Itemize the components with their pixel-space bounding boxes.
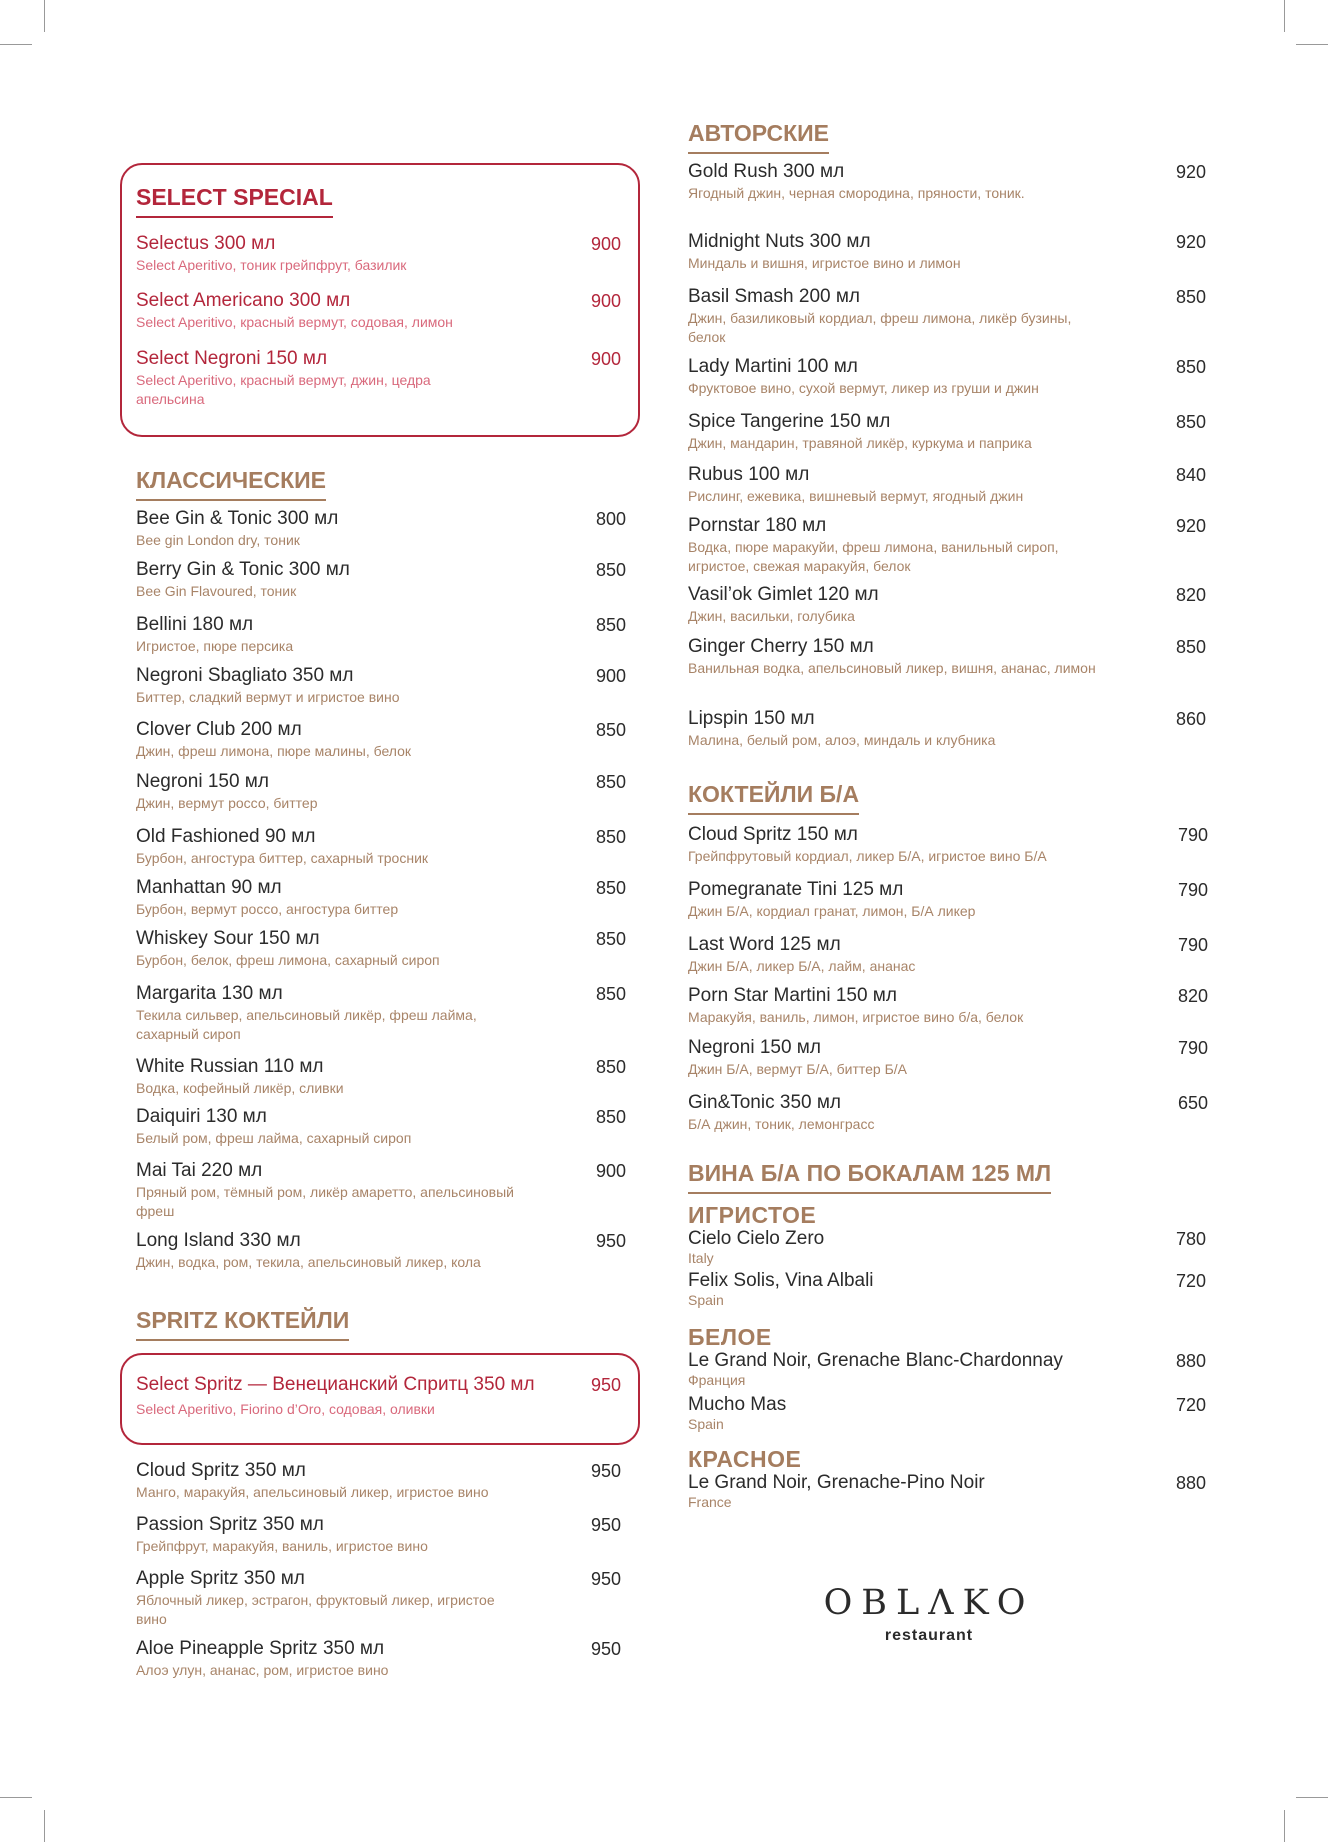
wine-item <box>688 1472 1218 1512</box>
item-price: 850 <box>596 984 627 1004</box>
item-price: 820 <box>1176 585 1207 605</box>
item-price: 950 <box>591 1461 622 1481</box>
item-desc: Джин, водка, ром, текила, апельсиновый ликер, кола <box>136 1254 481 1270</box>
wine-name: Le Grand Noir, Grenache Blanc-Chardonnay <box>688 1350 1063 1371</box>
item-desc: Ягодный джин, черная смородина, пряности, тоник. <box>688 185 1025 201</box>
menu-item <box>688 636 1216 678</box>
item-price: 950 <box>591 1569 622 1589</box>
item-desc: Джин Б/А, ликер Б/А, лайм, ананас <box>688 958 916 974</box>
item-price: 900 <box>591 349 622 369</box>
item-price: 850 <box>596 929 627 949</box>
author-title: АВТОРСКИЕ <box>688 120 829 154</box>
menu-item-featured <box>136 1374 624 1419</box>
menu-item <box>136 1056 636 1098</box>
crop-mark <box>44 1810 45 1842</box>
menu-item <box>136 719 636 761</box>
item-name: Passion Spritz 350 мл <box>136 1514 324 1535</box>
item-name: Ginger Cherry 150 мл <box>688 636 874 657</box>
crop-mark <box>44 0 45 32</box>
item-desc: Водка, кофейный ликёр, сливки <box>136 1080 344 1096</box>
item-price: 900 <box>596 1161 627 1181</box>
wine-price: 880 <box>1176 1351 1207 1371</box>
item-price: 950 <box>596 1231 627 1251</box>
item-name: Spice Tangerine 150 мл <box>688 411 891 432</box>
crop-mark <box>1284 1810 1285 1842</box>
item-desc: Джин Б/А, кордиал гранат, лимон, Б/А ликер <box>688 903 976 919</box>
select-special-title: SELECT SPECIAL <box>136 184 333 218</box>
item-desc: Текила сильвер, апельсиновый ликёр, фреш лайма, сахарный сироп <box>136 1007 477 1042</box>
item-name: White Russian 110 мл <box>136 1056 324 1077</box>
menu-item <box>688 985 1218 1027</box>
item-price: 850 <box>596 1107 627 1127</box>
item-name: Bellini 180 мл <box>136 614 254 635</box>
item-name: Midnight Nuts 300 мл <box>688 231 871 252</box>
crop-mark <box>1296 44 1328 45</box>
item-price: 850 <box>596 1057 627 1077</box>
wine-name: Felix Solis, Vina Albali <box>688 1270 874 1291</box>
wine-group-title: ИГРИСТОЕ <box>688 1202 817 1228</box>
wine-item <box>688 1270 1218 1310</box>
item-price: 860 <box>1176 709 1207 729</box>
menu-item <box>136 290 624 332</box>
item-price: 850 <box>596 615 627 635</box>
item-name: Daiquiri 130 мл <box>136 1106 267 1127</box>
item-name: Margarita 130 мл <box>136 983 283 1004</box>
item-price: 900 <box>591 234 622 254</box>
item-price: 920 <box>1176 516 1207 536</box>
item-name: Pornstar 180 мл <box>688 515 827 536</box>
menu-item <box>688 879 1218 921</box>
item-name: Negroni Sbagliato 350 мл <box>136 665 354 686</box>
item-desc: Джин, фреш лимона, пюре малины, белок <box>136 743 412 759</box>
item-name: Lady Martini 100 мл <box>688 356 858 377</box>
item-price: 840 <box>1176 465 1207 485</box>
item-desc: Миндаль и вишня, игристое вино и лимон <box>688 255 961 271</box>
item-name: Old Fashioned 90 мл <box>136 826 316 847</box>
menu-item <box>136 559 636 601</box>
item-desc: Джин, мандарин, травяной ликёр, куркума и паприка <box>688 435 1032 451</box>
crop-mark <box>0 1797 32 1798</box>
item-desc: Грейпфрут, маракуйя, ваниль, игристое вино <box>136 1538 428 1554</box>
item-desc: Ванильная водка, апельсиновый ликер, вишня, ананас, лимон <box>688 660 1096 676</box>
item-name: Cloud Spritz 350 мл <box>136 1460 306 1481</box>
item-desc: Бурбон, белок, фреш лимона, сахарный сироп <box>136 952 440 968</box>
item-desc: Джин Б/А, вермут Б/А, биттер Б/А <box>688 1061 907 1077</box>
item-desc: Фруктовое вино, сухой вермут, ликер из груши и джин <box>688 380 1039 396</box>
wine-origin: Spain <box>688 1416 724 1432</box>
wine-item <box>688 1228 1218 1268</box>
item-price: 850 <box>596 720 627 740</box>
item-price: 920 <box>1176 232 1207 252</box>
crop-mark <box>0 44 32 45</box>
item-price: 900 <box>591 291 622 311</box>
menu-item <box>136 1514 631 1556</box>
item-desc: Джин, базиликовый кордиал, фреш лимона, ликёр бузины, белок <box>688 310 1072 345</box>
item-desc: Select Aperitivo, красный вермут, содовая, лимон <box>136 314 453 330</box>
item-desc: Белый ром, фреш лайма, сахарный сироп <box>136 1130 412 1146</box>
wine-origin: Spain <box>688 1292 724 1308</box>
item-price: 820 <box>1178 986 1209 1006</box>
item-name: Rubus 100 мл <box>688 464 810 485</box>
item-price: 800 <box>596 509 627 529</box>
item-desc: Яблочный ликер, эстрагон, фруктовый ликер, игристое вино <box>136 1592 495 1627</box>
item-desc: Джин, вермут россо, биттер <box>136 795 318 811</box>
menu-item <box>136 1638 631 1680</box>
item-name: Basil Smash 200 мл <box>688 286 861 307</box>
wine-price: 780 <box>1176 1229 1207 1249</box>
wine-origin: Italy <box>688 1250 714 1266</box>
na-wines-title: ВИНА Б/А ПО БОКАЛАМ 125 МЛ <box>688 1160 1051 1194</box>
item-price: 850 <box>596 878 627 898</box>
wine-item <box>688 1394 1218 1434</box>
menu-item <box>136 665 636 707</box>
item-price: 790 <box>1178 825 1209 845</box>
menu-item <box>136 1568 631 1629</box>
item-desc: Bee gin London dry, тоник <box>136 532 300 548</box>
menu-item <box>136 771 636 813</box>
item-desc: Манго, маракуйя, апельсиновый ликер, игристое вино <box>136 1484 489 1500</box>
menu-item <box>688 708 1216 750</box>
menu-item <box>136 233 624 275</box>
wine-origin: Франция <box>688 1372 746 1388</box>
menu-item <box>688 515 1216 576</box>
item-price: 900 <box>596 666 627 686</box>
wine-group-title: КРАСНОЕ <box>688 1446 802 1472</box>
item-price: 850 <box>596 827 627 847</box>
item-price: 790 <box>1178 880 1209 900</box>
item-name: Select Americano 300 мл <box>136 290 351 311</box>
wine-name: Cielo Cielo Zero <box>688 1228 825 1249</box>
menu-item <box>688 584 1216 626</box>
wine-item <box>688 1350 1218 1390</box>
wine-group-title: БЕЛОЕ <box>688 1324 772 1350</box>
menu-item <box>136 1460 631 1502</box>
item-price: 850 <box>1176 412 1207 432</box>
item-name: Select Negroni 150 мл <box>136 348 328 369</box>
menu-item <box>136 614 636 656</box>
item-price: 850 <box>596 560 627 580</box>
item-price: 850 <box>1176 637 1207 657</box>
item-desc: Пряный ром, тёмный ром, ликёр амаретто, апельсиновый фреш <box>136 1184 514 1219</box>
item-price: 850 <box>596 772 627 792</box>
menu-item <box>688 464 1216 506</box>
item-name: Gold Rush 300 мл <box>688 161 845 182</box>
item-desc: Бурбон, ангостура биттер, сахарный тросник <box>136 850 429 866</box>
item-name: Lipspin 150 мл <box>688 708 815 729</box>
logo-wordmark: OBLΛKO <box>823 1583 1035 1623</box>
wine-name: Le Grand Noir, Grenache-Pino Noir <box>688 1472 985 1493</box>
item-price: 950 <box>591 1639 622 1659</box>
item-desc: Select Aperitivo, Fiorino d’Oro, содовая, оливки <box>136 1401 435 1417</box>
menu-item <box>136 1160 636 1221</box>
item-desc: Водка, пюре маракуйи, фреш лимона, ванильный сироп, игристое, свежая маракуйя, белок <box>688 539 1059 574</box>
crop-mark <box>1296 1797 1328 1798</box>
item-desc: Select Aperitivo, красный вермут, джин, цедра апельсина <box>136 372 431 407</box>
crop-mark <box>1284 0 1285 32</box>
menu-item <box>688 411 1216 453</box>
na-cocktails-title: КОКТЕЙЛИ Б/А <box>688 781 859 815</box>
menu-item <box>688 356 1216 398</box>
menu-item <box>136 1230 636 1272</box>
item-price: 850 <box>1176 357 1207 377</box>
item-name: Select Spritz — Венецианский Спритц 350 мл <box>136 1374 535 1395</box>
item-name: Manhattan 90 мл <box>136 877 282 898</box>
item-desc: Select Aperitivo, тоник грейпфрут, базилик <box>136 257 407 273</box>
item-desc: Маракуйя, ваниль, лимон, игристое вино б/а, белок <box>688 1009 1024 1025</box>
menu-item <box>688 1092 1218 1134</box>
menu-item <box>136 877 636 919</box>
item-name: Vasil’ok Gimlet 120 мл <box>688 584 879 605</box>
item-desc: Алоэ улун, ананас, ром, игристое вино <box>136 1662 389 1678</box>
item-desc: Бурбон, вермут россо, ангостура биттер <box>136 901 399 917</box>
menu-item <box>688 161 1216 203</box>
classic-title: КЛАССИЧЕСКИЕ <box>136 467 326 501</box>
restaurant-logo <box>822 1583 1036 1645</box>
item-name: Aloe Pineapple Spritz 350 мл <box>136 1638 385 1659</box>
menu-item <box>688 231 1216 273</box>
item-name: Negroni 150 мл <box>136 771 269 792</box>
wine-price: 720 <box>1176 1271 1207 1291</box>
menu-item <box>688 1037 1218 1079</box>
item-name: Selectus 300 мл <box>136 233 276 254</box>
item-desc: Биттер, сладкий вермут и игристое вино <box>136 689 400 705</box>
menu-item <box>688 286 1216 347</box>
logo-subtitle: restaurant <box>884 1627 974 1644</box>
wine-origin: France <box>688 1494 732 1510</box>
menu-item <box>136 348 624 409</box>
menu-item <box>136 1106 636 1148</box>
item-price: 850 <box>1176 287 1207 307</box>
wine-name: Mucho Mas <box>688 1394 787 1415</box>
item-name: Porn Star Martini 150 мл <box>688 985 897 1006</box>
item-name: Mai Tai 220 мл <box>136 1160 263 1181</box>
item-name: Long Island 330 мл <box>136 1230 301 1251</box>
wine-price: 720 <box>1176 1395 1207 1415</box>
menu-item <box>136 508 636 550</box>
item-price: 790 <box>1178 935 1209 955</box>
item-name: Cloud Spritz 150 мл <box>688 824 858 845</box>
item-name: Gin&Tonic 350 мл <box>688 1092 842 1113</box>
item-desc: Грейпфрутовый кордиал, ликер Б/А, игристое вино Б/А <box>688 848 1047 864</box>
item-price: 950 <box>591 1375 622 1395</box>
item-price: 790 <box>1178 1038 1209 1058</box>
menu-item <box>136 983 636 1044</box>
item-name: Pomegranate Tini 125 мл <box>688 879 904 900</box>
menu-item <box>136 928 636 970</box>
wine-price: 880 <box>1176 1473 1207 1493</box>
item-name: Whiskey Sour 150 мл <box>136 928 320 949</box>
item-price: 650 <box>1178 1093 1209 1113</box>
spritz-title: SPRITZ КОКТЕЙЛИ <box>136 1307 349 1341</box>
item-name: Clover Club 200 мл <box>136 719 302 740</box>
item-desc: Джин, васильки, голубика <box>688 608 855 624</box>
item-desc: Малина, белый ром, алоэ, миндаль и клубника <box>688 732 996 748</box>
item-name: Last Word 125 мл <box>688 934 841 955</box>
menu-item <box>688 934 1218 976</box>
item-desc: Bee Gin Flavoured, тоник <box>136 583 297 599</box>
menu-item <box>688 824 1218 866</box>
item-desc: Игристое, пюре персика <box>136 638 294 654</box>
item-name: Bee Gin & Tonic 300 мл <box>136 508 339 529</box>
item-price: 950 <box>591 1515 622 1535</box>
menu-item <box>136 826 636 868</box>
item-name: Berry Gin & Tonic 300 мл <box>136 559 350 580</box>
item-name: Negroni 150 мл <box>688 1037 821 1058</box>
item-name: Apple Spritz 350 мл <box>136 1568 305 1589</box>
item-desc: Б/А джин, тоник, лемонграсс <box>688 1116 875 1132</box>
item-price: 920 <box>1176 162 1207 182</box>
item-desc: Рислинг, ежевика, вишневый вермут, ягодный джин <box>688 488 1024 504</box>
